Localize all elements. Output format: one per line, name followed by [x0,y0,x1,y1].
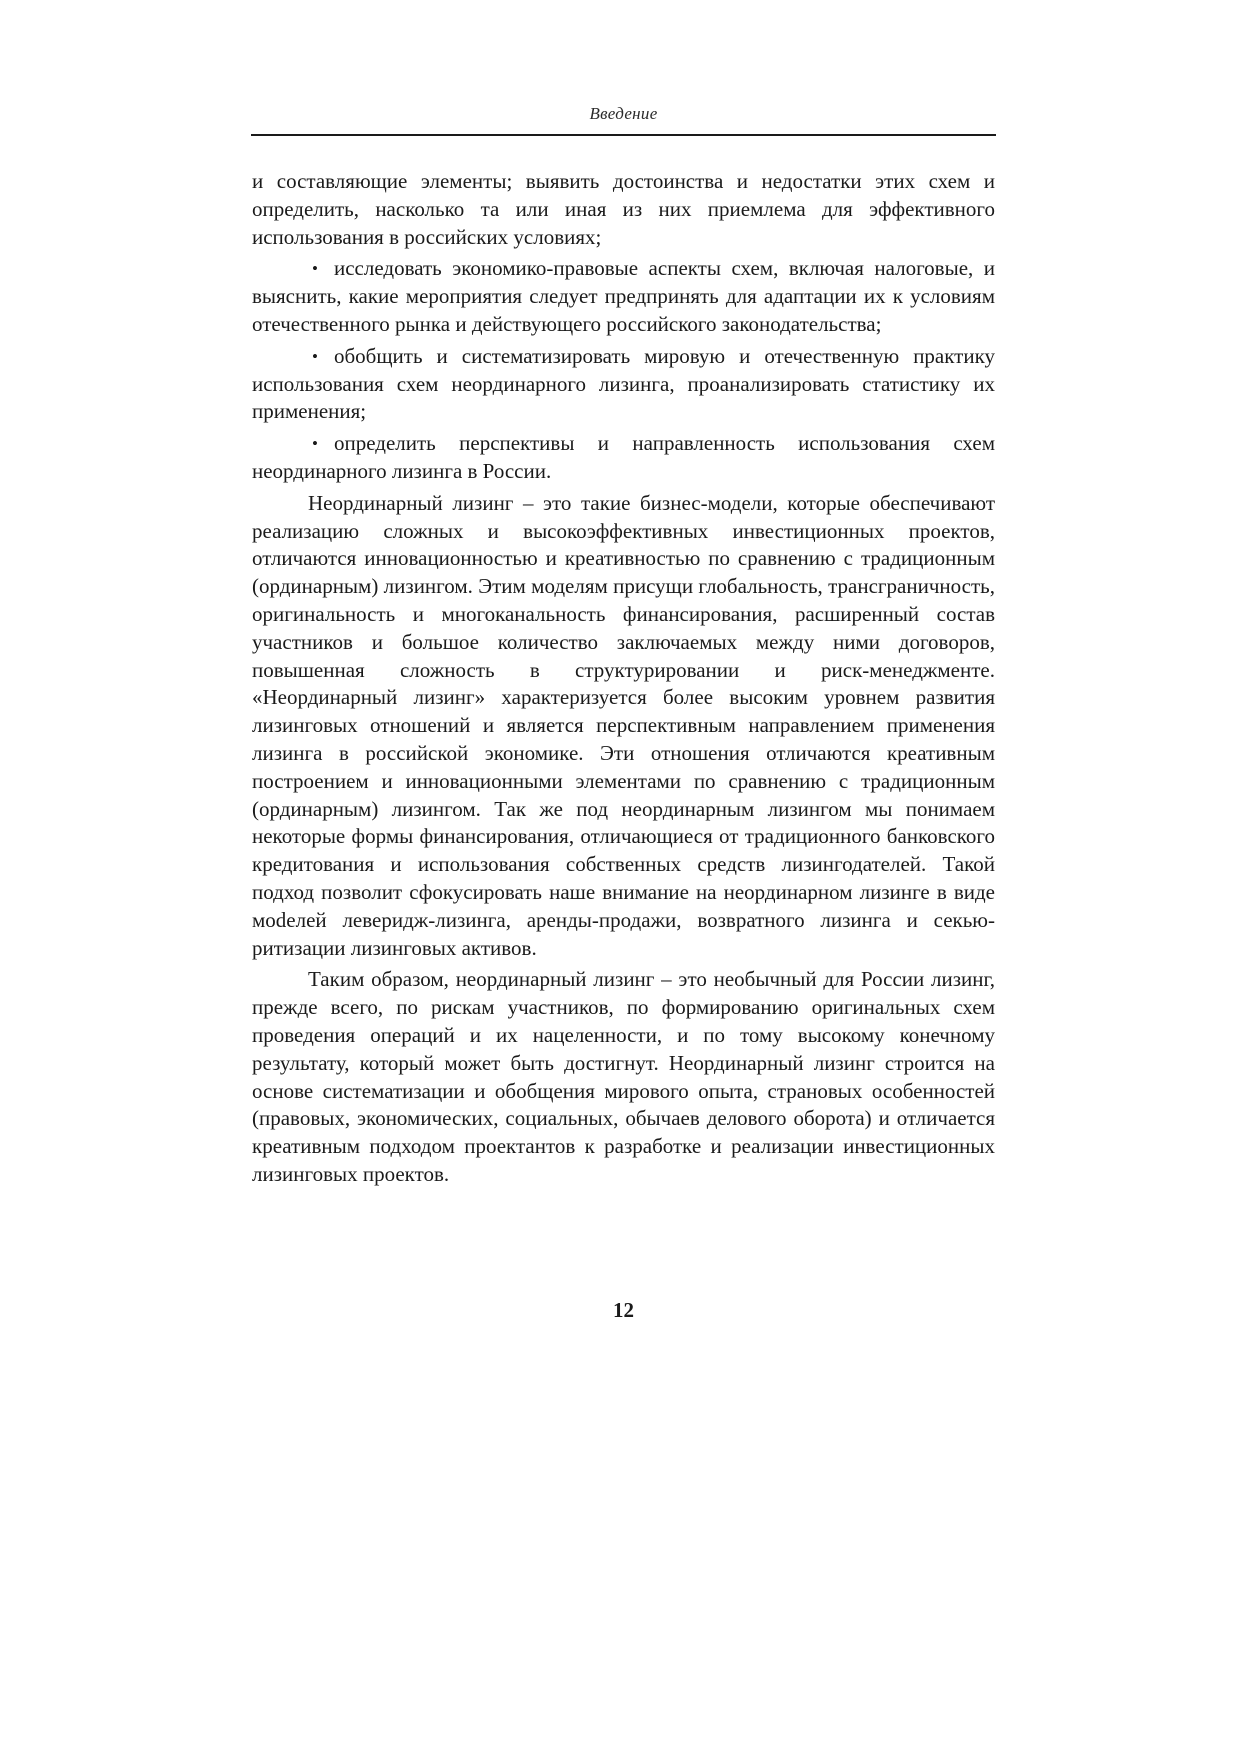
paragraph: Таким образом, неординарный лизинг – это необычный для России лизинг, прежде всего, по рискам участников, по формированию оригинальных схем проведения операций и их нацеленности, и по тому высокому конечному результату, который может быть достигнут. Неординарный лизинг строится на основе систематизации и обобщения мирового опыта, страновых особенностей (правовых, экономических, социальных, обычаев делового оборота) и отличается креативным подходом проектантов к разработке и реализации инвестиционных лизинговых проектов. [252,967,995,1186]
bullet-mark: • [312,434,318,454]
bullet-mark: • [312,259,318,279]
intro-continuation: и составляющие элементы; выявить достоинства и недостатки этих схем и определить, насколько та или иная из них приемлема для эффективного использования в российских условиях; [252,169,995,249]
header-rule [251,134,996,136]
bullet-item [252,255,995,338]
paragraph: Неординарный лизинг – это такие бизнес-модели, которые обеспечивают реализацию сложных и высокоэффективных инвестиционных проектов, отличаются инновационностью и креативностью по сравнению с традиционным (ординарным) лизингом. Этим моделям присущи глобальность, трансграничность, оригинальность и многоканальность финансирования, расширенный состав участников и большое количество заключаемых между ними договоров, повышенная сложность в структурировании и риск-менеджменте. «Неординарный лизинг» характеризуется более высоким уровнем развития лизинговых отношений и является перспективным направлением применения лизинга в российской экономике. Эти отношения отличаются креативным построением и инновационными элементами по сравнению с традиционным (ординарным) лизингом. Так же под неординарным лизингом мы понимаем некоторые формы финансирования, отличающиеся от традиционного банковского кредитования и использования собственных средств лизингодателей. Такой подход позволит сфокусировать наше внимание на неординарном лизинге в виде моdелей леверидж-лизинга, аренды-продажи, возвратного лизинга и секьюритизации лизинговых активов. [252,490,995,960]
page-number: 12 [613,1298,634,1322]
bullet-mark: • [312,346,318,366]
bullet-item [252,430,995,486]
bullet-text: обобщить и систематизировать мировую и отечественную практику использования схем неординарного лизинга, проанализировать статистику их применения; [252,343,995,424]
bullet-item [252,343,995,426]
bullet-text: определить перспективы и направленность использования схем неординарного лизинга в России. [252,431,995,483]
running-header: Введение [589,104,658,123]
body-text [252,168,995,1189]
bullet-text: исследовать экономико-правовые аспекты схем, включая налоговые, и выяснить, какие мероприятия следует предпринять для адаптации их к условиям отечественного рынка и действующего российского законодательства; [252,256,995,336]
